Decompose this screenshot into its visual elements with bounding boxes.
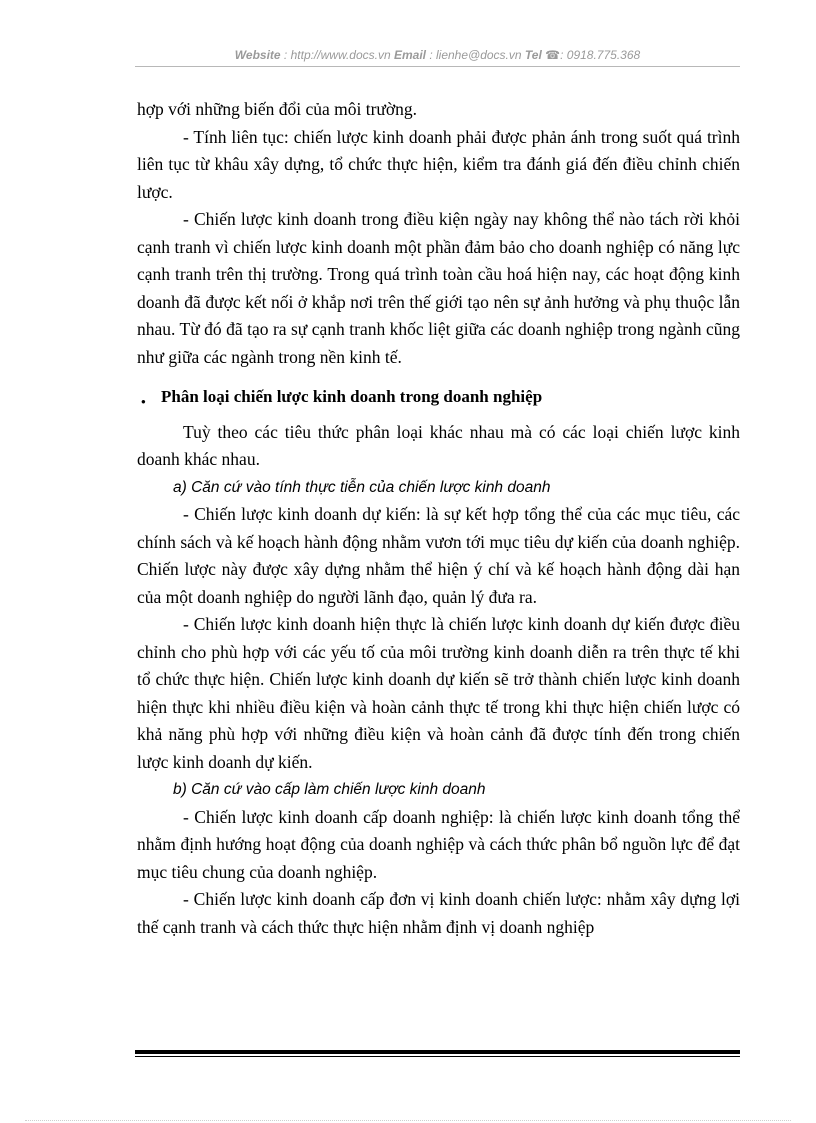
tel-label: Tel <box>524 48 542 62</box>
bullet-icon: • <box>141 394 146 409</box>
email-value: : lienhe@docs.vn <box>426 48 525 62</box>
footer-rule-thick <box>135 1050 740 1054</box>
subheading-b: b) Căn cứ vào cấp làm chiến lược kinh doanh <box>173 781 486 798</box>
website-value: : http://www.docs.vn <box>280 48 394 62</box>
paragraph-3: - Chiến lược kinh doanh trong điều kiện ngày nay không thể nào tách rời khỏi cạnh tranh vì chiến lược kinh doanh một phần đảm bảo cho doanh nghiệp có năng lực cạnh tranh trên thị trường. Trong quá trình toàn cầu hoá hiện nay, các hoạt động kinh doanh đã được kết nối ở khắp nơi trên thế giới tạo nên sự ảnh hưởng và phụ thuộc lẫn nhau. Từ đó đã tạo ra sự cạnh tranh khốc liệt giữa các doanh nghiệp trong ngành cũng như giữa các ngành trong nền kinh tế. <box>137 209 740 367</box>
footer-rule-thin <box>135 1056 740 1057</box>
document-body <box>137 96 740 941</box>
paragraph-1: hợp với những biến đổi của môi trường. <box>137 99 418 119</box>
tel-value: : 0918.775.368 <box>560 48 641 62</box>
paragraph-8: - Chiến lược kinh doanh cấp đơn vị kinh doanh chiến lược: nhằm xây dựng lợi thế cạnh tranh và cách thức thực hiện nhằm định vị doanh nghiệp <box>137 889 740 937</box>
section-heading <box>137 383 740 411</box>
header-rule <box>135 66 740 67</box>
paragraph-5: - Chiến lược kinh doanh dự kiến: là sự kết hợp tổng thể của các mục tiêu, các chính sách và kế hoạch hành động nhằm vươn tới mục tiêu dự kiến của doanh nghiệp. Chiến lược này được xây dựng nhằm thể hiện ý chí và kế hoạch hành động dài hạn của một doanh nghiệp do người lãnh đạo, quản lý đưa ra. <box>137 504 740 607</box>
email-label: Email <box>393 48 426 62</box>
page-header <box>135 48 740 62</box>
section-heading-text: Phân loại chiến lược kinh doanh trong doanh nghiệp <box>161 387 543 406</box>
phone-icon: ☎ <box>545 48 561 62</box>
paragraph-6: - Chiến lược kinh doanh hiện thực là chiến lược kinh doanh dự kiến được điều chỉnh cho phù hợp với các yếu tố của môi trường kinh doanh diễn ra trên thực tế khi tổ chức thực hiện. Chiến lược kinh doanh dự kiến sẽ trở thành chiến lược kinh doanh hiện thực khi nhiều điều kiện và hoàn cảnh thực tế trong khi thực hiện chiến lược có khả năng phù hợp với những điều kiện và hoàn cảnh đã được tính đến trong chiến lược kinh doanh dự kiến. <box>137 614 740 772</box>
paragraph-4: Tuỳ theo các tiêu thức phân loại khác nhau mà có các loại chiến lược kinh doanh khác nhau. <box>137 421 740 469</box>
paragraph-2: - Tính liên tục: chiến lược kinh doanh phải được phản ánh trong suốt quá trình liên tục từ khâu xây dựng, tổ chức thực hiện, kiểm tra đánh giá đến điều chỉnh chiến lược. <box>137 126 740 202</box>
paragraph-7: - Chiến lược kinh doanh cấp doanh nghiệp: là chiến lược kinh doanh tổng thể nhằm định hướng hoạt động của doanh nghiệp và cách thức phân bổ nguồn lực để đạt mục tiêu chung của doanh nghiệp. <box>137 806 740 882</box>
page-bottom-edge <box>25 1120 791 1121</box>
website-label: Website <box>234 48 281 62</box>
subheading-a: a) Căn cứ vào tính thực tiễn của chiến lược kinh doanh <box>173 478 551 496</box>
